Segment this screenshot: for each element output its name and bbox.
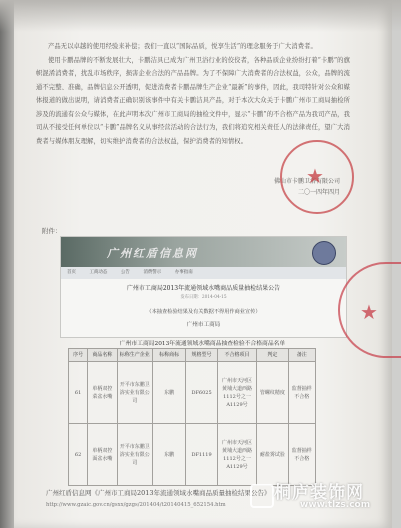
cell-model: DF1119 <box>186 424 217 486</box>
footer-source-url[interactable]: http://www.gzaic.gov.cn/gsxx/gzgs/201404/t20140415_652154.htm <box>46 502 226 508</box>
notice-title: 广州市工商局2013年流通领域水嘴商品质量抽检结果公告 <box>126 285 281 292</box>
table-row <box>69 362 316 424</box>
nav-item-warning[interactable]: 消费警示 <box>143 270 162 275</box>
col-header-index: 序号 <box>69 349 88 362</box>
cell-address: 广州市天河区黄埔大道西路1112号之一A1129号 <box>217 424 256 486</box>
site-nav <box>61 267 346 279</box>
watermark-brand: 桐庐装饰网 <box>274 483 364 503</box>
cell-model: DF6025 <box>186 362 217 424</box>
notice-organization: 广州市工商局 <box>186 322 221 328</box>
notice-date: 发布日期：2014-04-15 <box>180 295 227 300</box>
signoff-company: 佛山市卡鹏卫浴有限公司 <box>273 178 340 185</box>
watermark-logo-icon <box>250 484 274 508</box>
cell-failed-item: 耐盐雾试验 <box>257 424 288 486</box>
cell-brand: 东鹏 <box>152 424 185 486</box>
nav-item-news[interactable]: 工商动态 <box>89 270 108 275</box>
cell-index: 62 <box>69 424 88 486</box>
nav-item-guide[interactable]: 办事指南 <box>174 270 193 275</box>
cell-manufacturer: 开平市东鹏卫浴实业有限公司 <box>117 424 152 486</box>
col-header-judgement: 判定 <box>257 349 288 362</box>
watermark-url: www.tlzs.com <box>300 500 371 510</box>
cell-address: 广州市天河区黄埔大道西路1112号之一A1129号 <box>217 362 256 424</box>
cell-product: 单柄双控面盆水嘴 <box>88 424 117 486</box>
cell-judgement: 监督抽样不合格 <box>288 424 315 486</box>
col-header-remark: 备注 <box>288 349 315 362</box>
inspection-results-table <box>68 348 316 486</box>
webpage-notice-screenshot <box>60 236 347 338</box>
col-header-failed-item: 不合格项目 <box>217 349 256 362</box>
site-banner-title: 广州红盾信息网 <box>107 247 198 260</box>
col-header-model: 规格型号 <box>186 349 217 362</box>
seal-star-icon: ★ <box>306 164 324 188</box>
col-header-manufacturer: 标称生产企业 <box>117 349 152 362</box>
signoff-date: 二〇一四年四月 <box>297 189 340 196</box>
site-banner <box>61 237 346 267</box>
col-header-brand: 标称商标 <box>152 349 185 362</box>
cell-failed-item: 管螺纹精度 <box>257 362 288 424</box>
notice-disclaimer: （本抽查检验结果及有关数据不得用作商业宣传） <box>146 309 261 315</box>
table-title: 广州市工商局2013年流通领域水嘴商品抽查检验不合格商品名单 <box>119 341 286 347</box>
emblem-icon <box>312 241 336 265</box>
scan-edge-shadow <box>0 0 14 528</box>
table-header-row <box>69 349 316 362</box>
company-seal-stamp <box>280 140 354 214</box>
letter-paragraph-1: 产品无以卓越的使用经验来补偿；我们一直以“国际品质，悦享生活”的理念服务于广大消费者。 <box>48 43 317 50</box>
attachment-label: 附件： <box>42 227 62 235</box>
cell-brand: 东鹏 <box>152 362 185 424</box>
nav-item-home[interactable]: 首页 <box>67 270 76 275</box>
cell-judgement: 监督抽样不合格 <box>288 362 315 424</box>
cell-manufacturer: 开平市东鹏卫浴实业有限公司 <box>117 362 152 424</box>
letter-paragraph-2: 使用卡鹏品牌的不断发展壮大，卡鹏洁具已成为广州卫浴行业的佼佼者，各种品质企业纷纷打着“卡鹏”的旗帜混淆消费者，扰乱市场秩序，损害企业合法的产品品牌。为了不保障广大消费者的合法权益，公众，品牌的流通不完整、准确，品牌信息公开透明，促进消费者卡鹏品牌生产企业“最新”的事件，因此，我司特针对公众和媒体报道的做出说明，请消费者正确识别该事件中有关卡鹏洁具产品，对于本次大众关于卡鹏广州市工商局抽检所涉及的流通有公众与媒体，在此声明本次广州市工商局的抽检文件中，显示“卡鹏”的不合格产品为我司产品，我司从不接受任何单位以“卡鹏”品牌名义从事经营活动的合法行为，我们将追究相关责任人的法律责任，望广大消费者与媒体朋友理解，切实维护消费者的合法权益，保护消费者的知情权。 <box>36 56 350 145</box>
col-header-product: 商品名称 <box>88 349 117 362</box>
cell-product: 单柄双控菜盆水嘴 <box>88 362 117 424</box>
scan-top-shadow <box>0 0 401 32</box>
footer-source-line: 广州红盾信息网《广州市工商局2013年流通领域水嘴商品质量抽检结果公告》 <box>46 489 271 497</box>
cell-index: 61 <box>69 362 88 424</box>
seal-star-icon: ★ <box>360 300 378 324</box>
nav-item-notice[interactable]: 公告 <box>120 270 130 275</box>
table-row <box>69 424 316 486</box>
letter-body <box>36 40 350 148</box>
